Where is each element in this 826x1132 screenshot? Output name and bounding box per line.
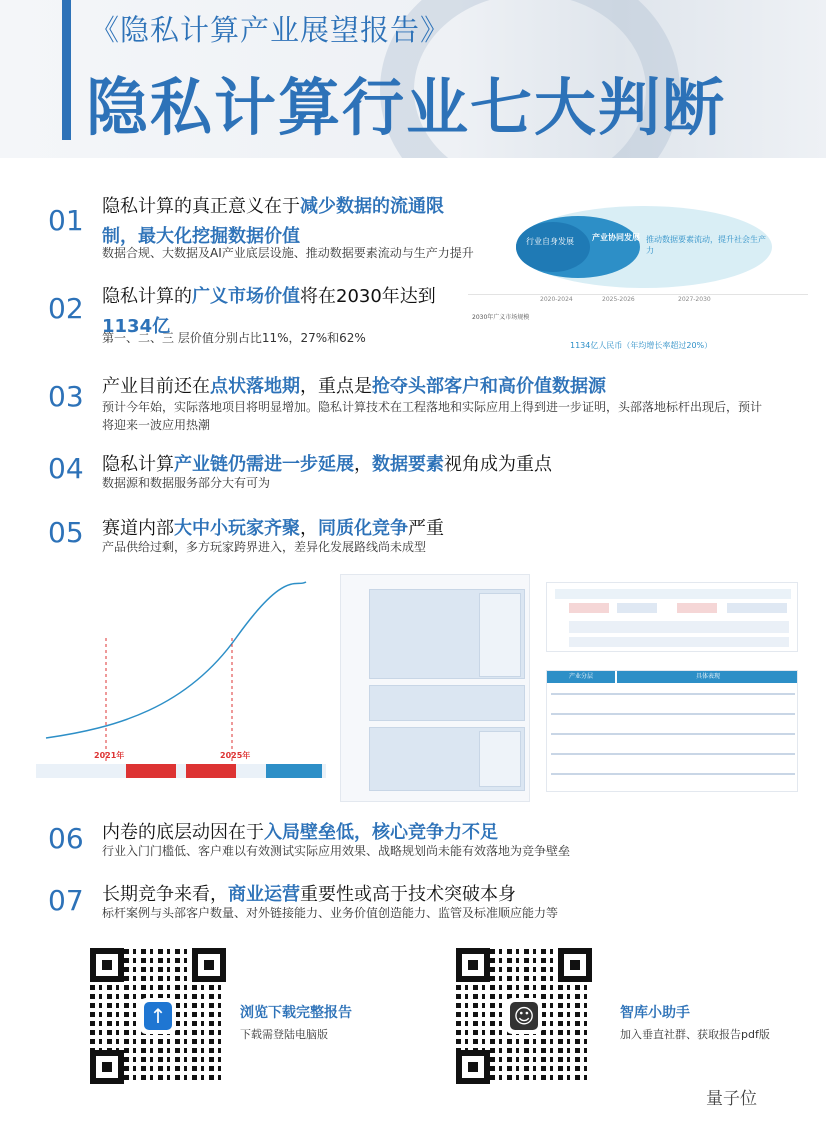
item-description: 预计今年始，实际落地项目将明显增加。隐私计算技术在工程落地和实际应用上得到进一步证明，头部落地标杆出现后，预计将迎来一波应用热潮 xyxy=(102,400,763,432)
timeline-year-left: 2021年 xyxy=(94,751,125,760)
table-header-detail: 具体表现 xyxy=(617,671,798,683)
market-value-diagram xyxy=(468,186,808,358)
row-label: 2030年广义市场规模 xyxy=(472,314,530,321)
inner-ellipse xyxy=(516,222,590,272)
heading-text: 将在2030年达到 xyxy=(300,286,436,307)
download-label[interactable]: 浏览下载完整报告 xyxy=(240,1005,352,1021)
heading-highlight: 同质化竞争 xyxy=(318,518,408,539)
item-number: 05 xyxy=(48,516,84,549)
report-subtitle: 《隐私计算产业展望报告》 xyxy=(90,13,451,47)
item-description: 数据合规、大数据及AI产业底层设施、推动数据要素流动与生产力提升 xyxy=(102,246,474,260)
heading-text: 视角成为重点 xyxy=(444,454,552,475)
layer-table-figure xyxy=(546,670,798,792)
heading-text: 隐私计算的 xyxy=(102,286,192,307)
industry-map-figure xyxy=(340,574,530,802)
ellipse-label-right: 推动数据要素流动，提升社会生产力 xyxy=(646,235,766,255)
ellipse-label-left: 行业自身发展 xyxy=(526,237,574,246)
divider xyxy=(468,294,808,295)
heading-text: ，重点是 xyxy=(300,376,372,397)
total-value: 1134亿人民币（年均增长率超过20%） xyxy=(570,341,713,350)
heading-highlight: 1134亿 xyxy=(102,316,171,337)
item-number: 02 xyxy=(48,292,84,325)
title-accent-bar xyxy=(62,0,71,140)
download-qr-code[interactable] xyxy=(90,948,226,1084)
year-label: 2025-2026 xyxy=(602,296,635,303)
heading-highlight: 数据要素 xyxy=(372,454,444,475)
item-description: 数据源和数据服务部分大有可为 xyxy=(102,476,271,490)
heading-text: ， xyxy=(354,454,372,475)
item-number: 07 xyxy=(48,884,84,917)
heading-text: 严重 xyxy=(408,518,444,539)
ellipse-label-mid: 产业协同发展 xyxy=(592,233,640,242)
heading-text: 重要性或高于技术突破本身 xyxy=(300,884,516,905)
item-description: 标杆案例与头部客户数量、对外链接能力、业务价值创造能力、监管及标准顺应能力等 xyxy=(102,906,559,920)
heading-text: 赛道内部 xyxy=(102,518,174,539)
item-description: 第一、二、三 层价值分别占比11%，27%和62% xyxy=(102,331,366,345)
heading-text: 产业目前还在 xyxy=(102,376,210,397)
heading-highlight: 大中小玩家齐聚 xyxy=(174,518,300,539)
heading-highlight: 抢夺头部客户和高价值数据源 xyxy=(372,376,606,397)
header-banner xyxy=(0,0,826,158)
heading-highlight: 广义市场价值 xyxy=(192,286,300,307)
timeline-year-right: 2025年 xyxy=(220,751,251,760)
growth-curve xyxy=(36,578,332,792)
timeline-figure xyxy=(36,578,332,792)
item-heading xyxy=(102,192,452,252)
download-sublabel: 下载需登陆电脑版 xyxy=(240,1028,328,1041)
heading-highlight: 入局壁垒低，核心竞争力不足 xyxy=(264,822,498,843)
year-label: 2020-2024 xyxy=(540,296,573,303)
assistant-label[interactable]: 智库小助手 xyxy=(620,1005,690,1021)
assistant-avatar-icon: ☺ xyxy=(506,998,542,1034)
item-number: 04 xyxy=(48,452,84,485)
item-description: 产品供给过剩，多方玩家跨界进入，差异化发展路线尚未成型 xyxy=(102,540,427,554)
brand-watermark: 量子位 xyxy=(706,1089,757,1109)
item-number: 01 xyxy=(48,204,84,237)
item-description: 行业入门门槛低、客户难以有效测试实际应用效果、战略规划尚未能有效落地为竞争壁垒 xyxy=(102,844,571,858)
item-number: 06 xyxy=(48,822,84,855)
heading-highlight: 商业运营 xyxy=(228,884,300,905)
assistant-qr-code[interactable] xyxy=(456,948,592,1084)
company-logos-figure xyxy=(546,582,798,652)
heading-highlight: 点状落地期 xyxy=(210,376,300,397)
heading-highlight: 减少数据的流通限制，最大化挖掘数据价值 xyxy=(102,196,444,247)
table-header-layer: 产业分层 xyxy=(547,671,615,683)
heading-text: 长期竞争来看， xyxy=(102,884,228,905)
heading-highlight: 产业链仍需进一步延展 xyxy=(174,454,354,475)
assistant-sublabel: 加入垂直社群、获取报告pdf版 xyxy=(620,1028,770,1041)
heading-text: 内卷的底层动因在于 xyxy=(102,822,264,843)
heading-text: 隐私计算的真正意义在于 xyxy=(102,196,300,217)
app-logo-icon: ↑ xyxy=(140,998,176,1034)
heading-text: 隐私计算 xyxy=(102,454,174,475)
year-label: 2027-2030 xyxy=(678,296,711,303)
page-title: 隐私计算行业七大判断 xyxy=(86,71,727,144)
item-number: 03 xyxy=(48,380,84,413)
heading-text: ， xyxy=(300,518,318,539)
